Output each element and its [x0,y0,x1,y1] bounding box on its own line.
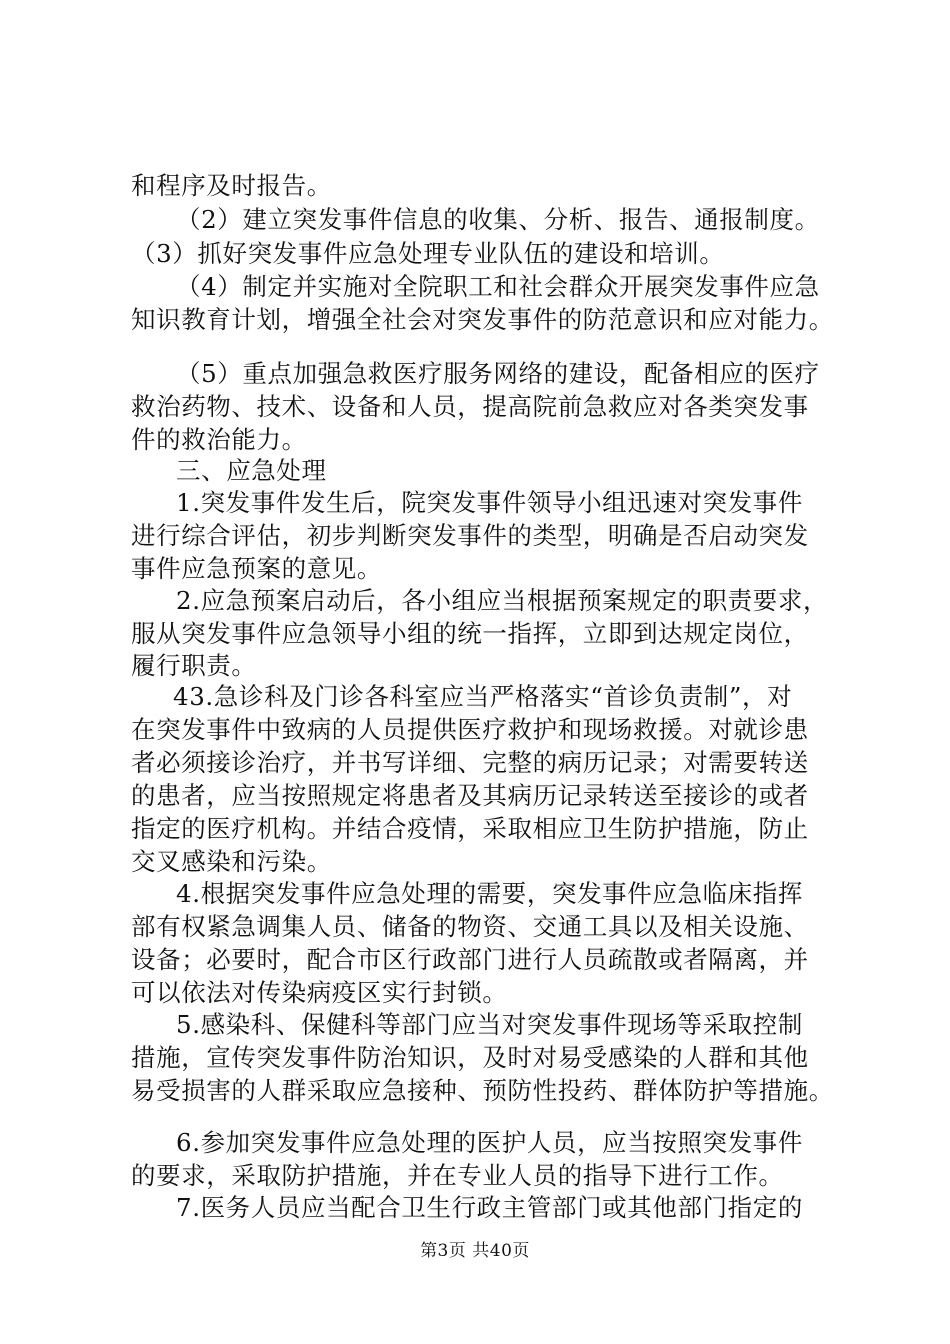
text-line: （4）制定并实施对全院职工和社会群众开展突发事件应急 [176,272,820,301]
text-line: 事件应急预案的意见。 [131,554,382,583]
text-line: 6.参加突发事件应急处理的医护人员，应当按照突发事件 [176,1128,803,1157]
text-line: 5.感染科、保健科等部门应当对突发事件现场等采取控制 [176,1010,803,1039]
text-line: 措施，宣传突发事件防治知识，及时对易受感染的人群和其他 [131,1043,809,1072]
text-line: 知识教育计划，增强全社会对突发事件的防范意识和应对能力。 [131,305,834,334]
text-line: 43.急诊科及门诊各科室应当严格落实“首诊负责制”，对 [173,682,793,711]
text-line: 进行综合评估，初步判断突发事件的类型，明确是否启动突发 [131,521,809,550]
text-line: 者必须接诊治疗，并书写详细、完整的病历记录；对需要转送 [131,748,809,777]
page-footer: 第3页 共40页 [420,1241,530,1261]
text-line: 易受损害的人群采取应急接种、预防性投药、群体防护等措施。 [131,1076,834,1105]
text-line: 可以依法对传染病疫区实行封锁。 [131,978,508,1007]
text-line: 救治药物、技术、设备和人员，提高院前急救应对各类突发事 [131,392,809,421]
text-line: 4.根据突发事件应急处理的需要，突发事件应急临床指挥 [176,879,803,908]
section-heading: 三、应急处理 [176,456,327,485]
text-line: 交叉感染和污染。 [131,847,332,876]
text-line: （3）抓好突发事件应急处理专业队伍的建设和培训。 [131,239,725,268]
text-line: 的患者，应当按照规定将患者及其病历记录转送至接诊的或者 [131,781,809,810]
text-line: 履行职责。 [131,651,257,680]
text-line: 和程序及时报告。 [131,171,332,200]
text-line: 7.医务人员应当配合卫生行政主管部门或其他部门指定的 [176,1193,803,1222]
text-line: 服从突发事件应急领导小组的统一指挥，立即到达规定岗位， [131,619,809,648]
text-line: （2）建立突发事件信息的收集、分析、报告、通报制度。 [176,205,820,234]
text-line: 1.突发事件发生后，院突发事件领导小组迅速对突发事件 [176,488,803,517]
text-line: 件的救治能力。 [131,425,307,454]
text-line: 指定的医疗机构。并结合疫情，采取相应卫生防护措施，防止 [131,814,809,843]
text-line: 的要求，采取防护措施，并在专业人员的指导下进行工作。 [131,1161,784,1190]
text-line: 部有权紧急调集人员、储备的物资、交通工具以及相关设施、 [131,912,809,941]
text-line: 设备；必要时，配合市区行政部门进行人员疏散或者隔离，并 [131,945,809,974]
text-line: 2.应急预案启动后，各小组应当根据预案规定的职责要求， [176,586,829,615]
text-line: 在突发事件中致病的人员提供医疗救护和现场救援。对就诊患 [131,715,809,744]
text-line: （5）重点加强急救医疗服务网络的建设，配备相应的医疗 [176,359,820,388]
